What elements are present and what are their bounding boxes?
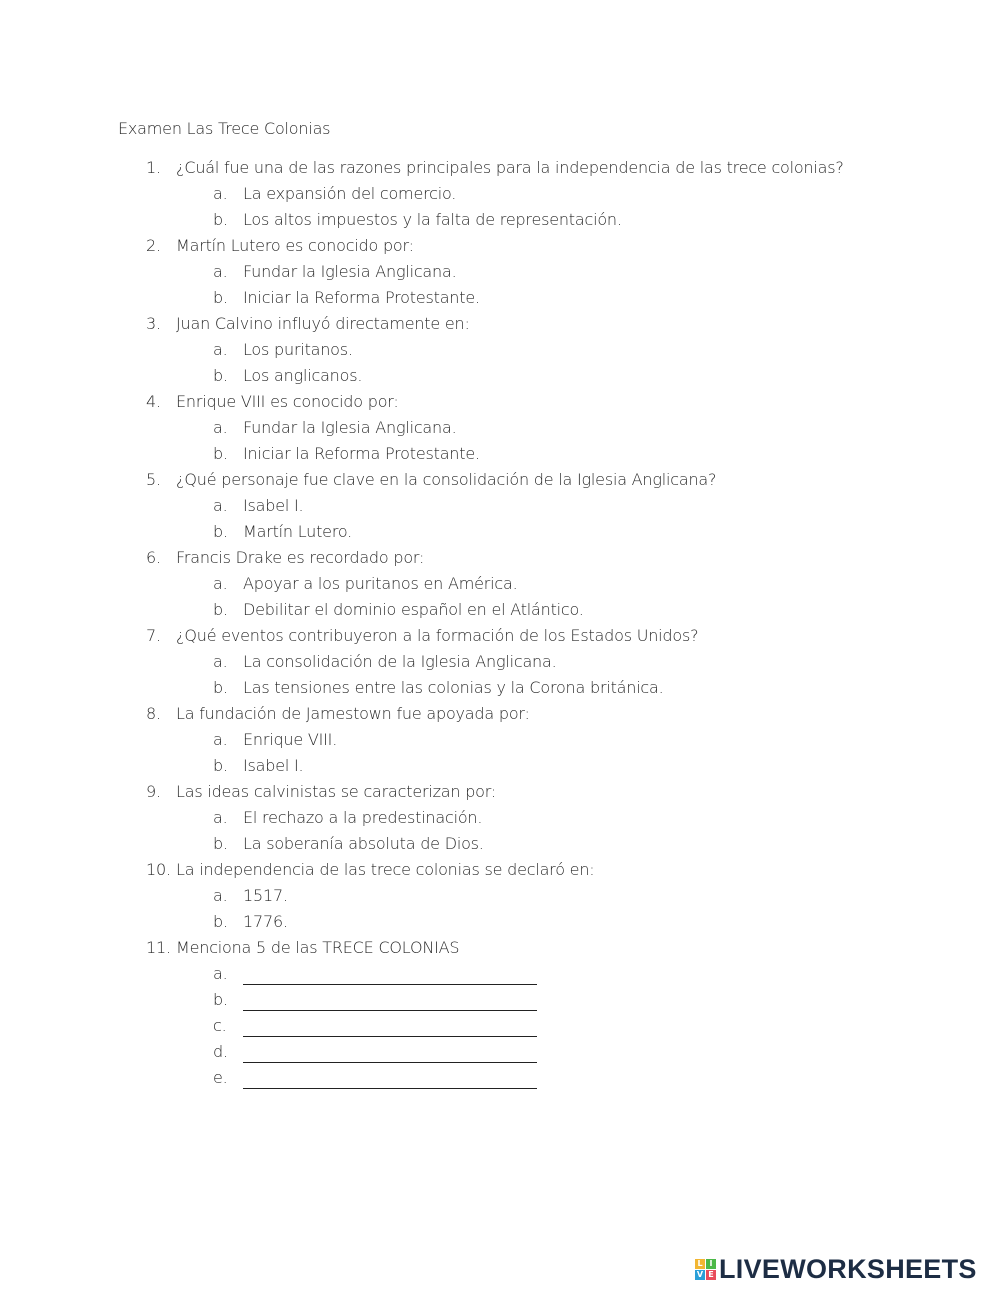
answer-option[interactable] bbox=[0, 831, 1000, 857]
option-letter: a. bbox=[213, 964, 228, 983]
question-2 bbox=[0, 233, 1000, 259]
question-number: 9. bbox=[146, 782, 161, 801]
option-text: Fundar la Iglesia Anglicana. bbox=[243, 418, 457, 437]
option-letter: c. bbox=[213, 1016, 227, 1035]
option-letter: e. bbox=[213, 1068, 228, 1087]
colony-answer-input[interactable] bbox=[243, 1069, 537, 1089]
question-number: 3. bbox=[146, 314, 161, 333]
option-text: 1517. bbox=[243, 886, 288, 905]
option-letter: b. bbox=[213, 444, 228, 463]
option-text: La soberanía absoluta de Dios. bbox=[243, 834, 484, 853]
question-number: 11. bbox=[146, 938, 171, 957]
option-text: 1776. bbox=[243, 912, 288, 931]
question-number: 1. bbox=[146, 158, 161, 177]
option-letter: b. bbox=[213, 210, 228, 229]
blank-answer-row bbox=[0, 1039, 1000, 1065]
option-text: Iniciar la Reforma Protestante. bbox=[243, 288, 480, 307]
answer-option[interactable] bbox=[0, 753, 1000, 779]
option-letter: a. bbox=[213, 262, 228, 281]
answer-option[interactable] bbox=[0, 337, 1000, 363]
question-text: ¿Qué eventos contribuyeron a la formación de los Estados Unidos? bbox=[176, 626, 699, 645]
colony-answer-input[interactable] bbox=[243, 965, 537, 985]
question-number: 2. bbox=[146, 236, 161, 255]
option-text: Los anglicanos. bbox=[243, 366, 363, 385]
question-text: ¿Cuál fue una de las razones principales para la independencia de las trece colonias? bbox=[176, 158, 844, 177]
blank-answer-row bbox=[0, 987, 1000, 1013]
option-text: Las tensiones entre las colonias y la Corona británica. bbox=[243, 678, 664, 697]
answer-option[interactable] bbox=[0, 363, 1000, 389]
option-letter: a. bbox=[213, 184, 228, 203]
question-6 bbox=[0, 545, 1000, 571]
blank-answer-row bbox=[0, 961, 1000, 987]
blank-answer-row bbox=[0, 1013, 1000, 1039]
logo-mark-cell: E bbox=[706, 1270, 716, 1280]
answer-option[interactable] bbox=[0, 571, 1000, 597]
option-letter: a. bbox=[213, 496, 228, 515]
option-letter: b. bbox=[213, 600, 228, 619]
question-text: Enrique VIII es conocido por: bbox=[176, 392, 399, 411]
option-text: Fundar la Iglesia Anglicana. bbox=[243, 262, 457, 281]
logo-mark-cell: I bbox=[706, 1259, 716, 1269]
question-text: Juan Calvino influyó directamente en: bbox=[176, 314, 470, 333]
question-number: 7. bbox=[146, 626, 161, 645]
logo-mark-cell: V bbox=[696, 1269, 704, 1279]
liveworksheets-logo bbox=[695, 1254, 977, 1284]
blank-answer-row bbox=[0, 1065, 1000, 1091]
option-letter: b. bbox=[213, 288, 228, 307]
question-8 bbox=[0, 701, 1000, 727]
answer-option[interactable] bbox=[0, 675, 1000, 701]
option-letter: a. bbox=[213, 418, 228, 437]
option-letter: b. bbox=[213, 912, 228, 931]
option-text: El rechazo a la predestinación. bbox=[243, 808, 483, 827]
option-text: Iniciar la Reforma Protestante. bbox=[243, 444, 480, 463]
option-letter: b. bbox=[213, 522, 228, 541]
colony-answer-input[interactable] bbox=[243, 991, 537, 1011]
logo-mark-icon bbox=[695, 1259, 716, 1280]
answer-option[interactable] bbox=[0, 441, 1000, 467]
question-number: 5. bbox=[146, 470, 161, 489]
answer-option[interactable] bbox=[0, 909, 1000, 935]
option-letter: a. bbox=[213, 808, 228, 827]
colony-answer-input[interactable] bbox=[243, 1043, 537, 1063]
question-text: La fundación de Jamestown fue apoyada por: bbox=[176, 704, 530, 723]
question-text: Martín Lutero es conocido por: bbox=[176, 236, 414, 255]
answer-option[interactable] bbox=[0, 727, 1000, 753]
option-letter: a. bbox=[213, 886, 228, 905]
question-text: ¿Qué personaje fue clave en la consolidación de la Iglesia Anglicana? bbox=[176, 470, 717, 489]
option-text: Isabel I. bbox=[243, 756, 304, 775]
option-text: Martín Lutero. bbox=[243, 522, 353, 541]
answer-option[interactable] bbox=[0, 181, 1000, 207]
question-text: La independencia de las trece colonias se declaró en: bbox=[176, 860, 595, 879]
answer-option[interactable] bbox=[0, 649, 1000, 675]
question-3 bbox=[0, 311, 1000, 337]
answer-option[interactable] bbox=[0, 805, 1000, 831]
question-number: 6. bbox=[146, 548, 161, 567]
worksheet-title: Examen Las Trece Colonias bbox=[118, 119, 331, 138]
question-number: 10. bbox=[146, 860, 171, 879]
answer-option[interactable] bbox=[0, 493, 1000, 519]
option-text: Los puritanos. bbox=[243, 340, 353, 359]
answer-option[interactable] bbox=[0, 519, 1000, 545]
option-letter: b. bbox=[213, 834, 228, 853]
answer-option[interactable] bbox=[0, 285, 1000, 311]
answer-option[interactable] bbox=[0, 597, 1000, 623]
question-7 bbox=[0, 623, 1000, 649]
option-letter: b. bbox=[213, 756, 228, 775]
option-letter: a. bbox=[213, 730, 228, 749]
question-1 bbox=[0, 155, 1000, 181]
question-text: Menciona 5 de las TRECE COLONIAS bbox=[176, 938, 460, 957]
option-letter: b. bbox=[213, 990, 228, 1009]
answer-option[interactable] bbox=[0, 883, 1000, 909]
logo-mark-cell: L bbox=[695, 1259, 705, 1269]
option-letter: b. bbox=[213, 678, 228, 697]
option-letter: d. bbox=[213, 1042, 228, 1061]
option-letter: a. bbox=[213, 652, 228, 671]
option-letter: b. bbox=[213, 366, 228, 385]
answer-option[interactable] bbox=[0, 207, 1000, 233]
option-text: La consolidación de la Iglesia Anglicana. bbox=[243, 652, 557, 671]
colony-answer-input[interactable] bbox=[243, 1017, 537, 1037]
option-text: Isabel I. bbox=[243, 496, 304, 515]
question-11 bbox=[0, 935, 1000, 961]
option-text: Apoyar a los puritanos en América. bbox=[243, 574, 518, 593]
logo-text: LIVEWORKSHEETS bbox=[719, 1253, 977, 1284]
option-letter: a. bbox=[213, 340, 228, 359]
question-text: Francis Drake es recordado por: bbox=[176, 548, 425, 567]
question-10 bbox=[0, 857, 1000, 883]
option-text: Enrique VIII. bbox=[243, 730, 338, 749]
answer-option[interactable] bbox=[0, 259, 1000, 285]
question-list bbox=[0, 155, 1000, 1091]
answer-option[interactable] bbox=[0, 415, 1000, 441]
question-number: 4. bbox=[146, 392, 161, 411]
question-text: Las ideas calvinistas se caracterizan por: bbox=[176, 782, 497, 801]
option-text: La expansión del comercio. bbox=[243, 184, 457, 203]
question-9 bbox=[0, 779, 1000, 805]
question-4 bbox=[0, 389, 1000, 415]
question-5 bbox=[0, 467, 1000, 493]
option-text: Debilitar el dominio español en el Atlántico. bbox=[243, 600, 584, 619]
option-text: Los altos impuestos y la falta de representación. bbox=[243, 210, 622, 229]
option-letter: a. bbox=[213, 574, 228, 593]
question-number: 8. bbox=[146, 704, 161, 723]
